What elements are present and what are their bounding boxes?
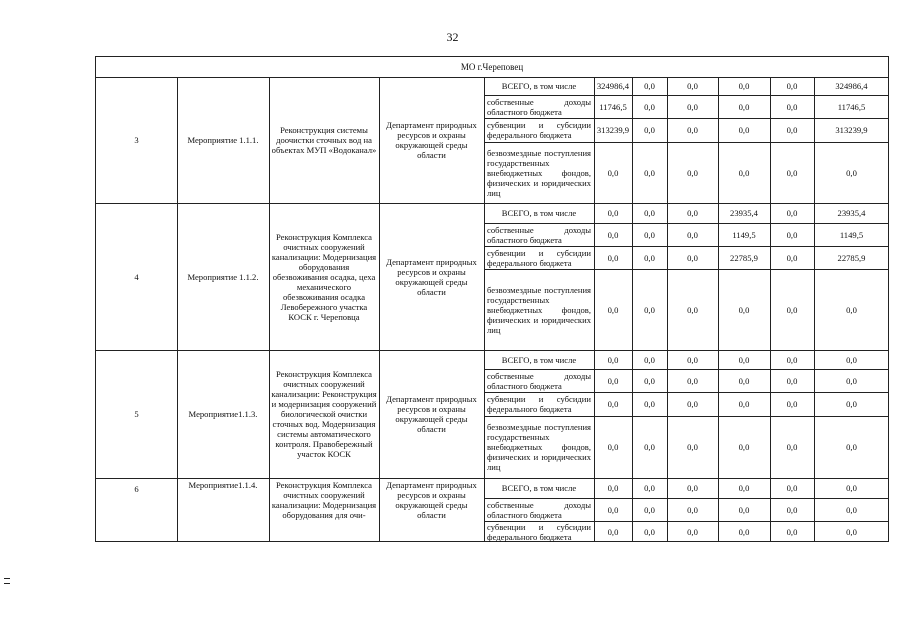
amount-cell: 0,0 — [644, 442, 655, 452]
amount-cell: 0,0 — [846, 483, 857, 493]
amount-cell: 1149,5 — [839, 229, 864, 240]
amount-cell: 324986,4 — [835, 81, 868, 91]
amount-cell: 0,0 — [786, 101, 798, 112]
amount-cell: 0,0 — [687, 354, 698, 365]
amount-cell: 0,0 — [687, 483, 698, 493]
amount-cell: 0,0 — [607, 304, 619, 315]
amount-cell: 0,0 — [738, 483, 750, 493]
amount-cell: 0,0 — [738, 167, 750, 178]
amount-cell: 0,0 — [687, 208, 698, 218]
row-number: 4 — [134, 271, 139, 282]
municipality-header: МО г.Череповец — [96, 57, 888, 78]
amount-cell: 0,0 — [846, 504, 857, 515]
amount-cell: 0,0 — [786, 504, 798, 515]
funding-source: безвозмездные поступления государственных внебюджетных фондов, физических и юридических лиц — [487, 147, 591, 198]
amount-cell: 0,0 — [786, 229, 798, 240]
amount-cell: 0,0 — [846, 304, 857, 315]
amount-cell: 0,0 — [738, 125, 750, 135]
amount-cell: 0,0 — [687, 442, 698, 452]
row-number: 3 — [134, 135, 139, 145]
amount-cell: 0,0 — [687, 125, 698, 135]
amount-cell: 0,0 — [786, 527, 798, 537]
amount-cell: 0,0 — [644, 483, 655, 493]
amount-cell: 0,0 — [644, 375, 655, 386]
margin-mark — [4, 578, 10, 579]
amount-cell: 0,0 — [786, 81, 798, 91]
amount-cell: 0,0 — [687, 527, 698, 537]
funding-source: субвенции и субсидии федерального бюджета — [487, 394, 591, 414]
amount-cell: 0,0 — [687, 375, 698, 386]
funding-source: собственные доходы областного бюджета — [487, 96, 591, 117]
amount-cell: 0,0 — [786, 354, 798, 365]
executor: Департамент природных ресурсов и охраны окружающей среды области — [386, 120, 477, 160]
amount-cell: 0,0 — [687, 229, 698, 240]
amount-cell: 0,0 — [786, 399, 798, 409]
executor: Департамент природных ресурсов и охраны окружающей среды области — [386, 394, 477, 434]
amount-cell: 324986,4 — [596, 81, 630, 91]
amount-cell: 23935,4 — [730, 208, 758, 218]
amount-cell: 11746,5 — [599, 101, 627, 112]
amount-cell: 0,0 — [644, 101, 655, 112]
amount-cell: 0,0 — [738, 504, 750, 515]
funding-source: субвенции и субсидии федерального бюджета — [487, 120, 591, 140]
amount-cell: 0,0 — [687, 167, 698, 178]
amount-cell: 0,0 — [687, 252, 698, 263]
amount-cell: 0,0 — [738, 442, 750, 452]
amount-cell: 0,0 — [644, 125, 655, 135]
funding-source: ВСЕГО, в том числе — [501, 81, 577, 91]
amount-cell: 0,0 — [738, 101, 750, 112]
amount-cell: 0,0 — [644, 399, 655, 409]
amount-cell: 313239,9 — [835, 125, 868, 135]
amount-cell: 0,0 — [687, 504, 698, 515]
row-number: 5 — [134, 409, 139, 419]
amount-cell: 0,0 — [644, 167, 655, 178]
amount-cell: 22785,9 — [730, 252, 758, 263]
amount-cell: 0,0 — [786, 375, 798, 386]
amount-cell: 0,0 — [846, 527, 857, 537]
amount-cell: 0,0 — [607, 229, 619, 240]
amount-cell: 0,0 — [738, 375, 750, 386]
amount-cell: 0,0 — [738, 81, 750, 91]
amount-cell: 11746,5 — [837, 101, 866, 112]
event-name: Реконструкция системы доочистки сточных вод на объектах МУП «Водоканал» — [271, 125, 377, 155]
executor: Департамент природных ресурсов и охраны окружающей среды области — [386, 480, 477, 520]
event-name: Реконструкция Комплекса очистных сооружений канализации: Реконструкция и модернизация сооружений биологической очистки сточных вод. Модернизация системы автоматического контроля. Правобережный участок КОСК — [271, 369, 377, 459]
event-code: Мероприятие 1.1.2. — [187, 271, 259, 282]
amount-cell: 0,0 — [607, 252, 619, 263]
amount-cell: 0,0 — [607, 399, 619, 409]
event-code: Мероприятие1.1.4. — [188, 480, 258, 490]
amount-cell: 0,0 — [687, 399, 698, 409]
amount-cell: 0,0 — [846, 442, 857, 452]
amount-cell: 0,0 — [738, 354, 750, 365]
funding-source: ВСЕГО, в том числе — [501, 354, 577, 365]
funding-source: собственные доходы областного бюджета — [487, 370, 591, 391]
amount-cell: 0,0 — [607, 504, 619, 515]
funding-source: субвенции и субсидии федерального бюджета — [487, 247, 591, 268]
amount-cell: 1149,5 — [732, 229, 756, 240]
amount-cell: 0,0 — [607, 442, 619, 452]
amount-cell: 0,0 — [738, 304, 750, 315]
amount-cell: 0,0 — [786, 167, 798, 178]
amount-cell: 0,0 — [786, 442, 798, 452]
amount-cell: 0,0 — [738, 399, 750, 409]
amount-cell: 0,0 — [607, 354, 619, 365]
amount-cell: 0,0 — [644, 504, 655, 515]
funding-source: собственные доходы областного бюджета — [487, 224, 591, 245]
executor: Департамент природных ресурсов и охраны окружающей среды области — [386, 256, 477, 297]
funding-source: ВСЕГО, в том числе — [501, 208, 577, 218]
budget-table — [95, 56, 889, 542]
amount-cell: 0,0 — [644, 229, 655, 240]
amount-cell: 0,0 — [846, 354, 857, 365]
amount-cell: 313239,9 — [596, 125, 630, 135]
amount-cell: 0,0 — [644, 527, 655, 537]
event-code: Мероприятие1.1.3. — [188, 409, 258, 419]
funding-source: ВСЕГО, в том числе — [501, 483, 577, 493]
funding-source: безвозмездные поступления государственных внебюджетных фондов, физических и юридических лиц — [487, 284, 591, 335]
amount-cell: 22785,9 — [837, 252, 866, 263]
amount-cell: 0,0 — [738, 527, 750, 537]
event-name: Реконструкция Комплекса очистных сооружений канализации: Модернизация оборудования обезвоживания осадка, цеха механического обезвоживания осадка Левобережного участка КОСК г. Череповца — [271, 231, 377, 322]
row-number: 6 — [134, 484, 139, 494]
amount-cell: 0,0 — [846, 375, 857, 386]
event-name: Реконструкция Комплекса очистных сооружений канализации: Модернизация оборудования для очи- — [271, 480, 377, 520]
amount-cell: 0,0 — [607, 208, 619, 218]
amount-cell: 0,0 — [644, 208, 655, 218]
funding-source: субвенции и субсидии федерального бюджета — [487, 522, 591, 542]
page-number: 32 — [446, 30, 459, 44]
margin-mark — [4, 583, 10, 584]
amount-cell: 0,0 — [644, 252, 655, 263]
amount-cell: 0,0 — [644, 304, 655, 315]
amount-cell: 0,0 — [607, 167, 619, 178]
funding-source: собственные доходы областного бюджета — [487, 499, 591, 520]
amount-cell: 0,0 — [786, 483, 798, 493]
amount-cell: 0,0 — [786, 208, 798, 218]
amount-cell: 23935,4 — [837, 208, 866, 218]
amount-cell: 0,0 — [786, 125, 798, 135]
amount-cell: 0,0 — [644, 354, 655, 365]
funding-source: безвозмездные поступления государственных внебюджетных фондов, физических и юридических лиц — [487, 422, 591, 472]
amount-cell: 0,0 — [687, 81, 698, 91]
amount-cell: 0,0 — [687, 101, 698, 112]
amount-cell: 0,0 — [846, 167, 857, 178]
amount-cell: 0,0 — [846, 399, 857, 409]
amount-cell: 0,0 — [687, 304, 698, 315]
amount-cell: 0,0 — [644, 81, 655, 91]
event-code: Мероприятие 1.1.1. — [187, 135, 259, 145]
amount-cell: 0,0 — [786, 304, 798, 315]
amount-cell: 0,0 — [786, 252, 798, 263]
amount-cell: 0,0 — [607, 375, 619, 386]
amount-cell: 0,0 — [607, 483, 619, 493]
amount-cell: 0,0 — [607, 527, 619, 537]
